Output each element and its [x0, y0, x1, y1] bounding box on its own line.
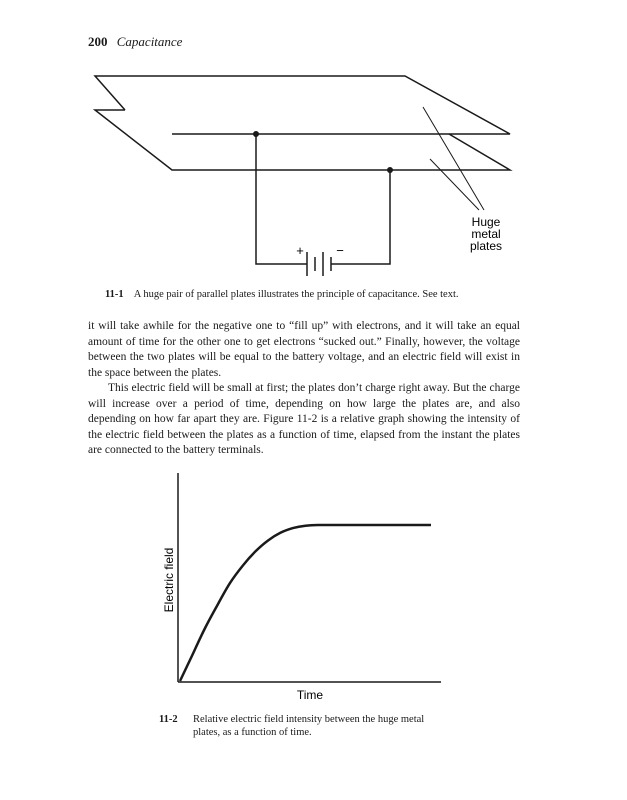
plates-label-line1: Huge [471, 215, 501, 229]
paragraph-1: it will take awhile for the negative one to “fill up” with electrons, and it will take an equal amount of time for the other one to get electrons “sucked out.” Finally, however, the voltage between the two plates will be equal to the battery voltage, and an electric field will exist in the space between the plates. [88, 320, 520, 379]
chapter-title: Capacitance [116, 34, 183, 49]
electric-field-chart [0, 465, 627, 705]
x-axis-label: Time [296, 688, 324, 702]
leader-line-bottom [430, 159, 479, 210]
running-header [88, 34, 182, 50]
y-axis-label: Electric field [162, 547, 176, 613]
battery-plus: + [296, 243, 304, 258]
figure-1-caption [105, 289, 459, 300]
top-plate-junction [253, 131, 259, 137]
plates-label-line3: plates [469, 239, 503, 253]
top-plate [95, 76, 510, 134]
figure-2-caption-text: Relative electric field intensity between the huge metal plates, as a function of time. [193, 714, 425, 738]
bottom-plate-junction [387, 167, 393, 173]
figure-1-caption-text: A huge pair of parallel plates illustrates the principle of capacitance. See text. [133, 289, 459, 300]
body-text [88, 319, 520, 459]
leader-line-top [423, 107, 484, 210]
figure-2-caption [159, 713, 449, 739]
bottom-plate [95, 110, 510, 170]
electric-field-curve [180, 525, 431, 681]
plates-label-line2: metal [471, 227, 501, 241]
figure-2-number: 11-2 [159, 714, 178, 725]
battery-minus: − [336, 243, 344, 258]
page-number: 200 [88, 34, 108, 49]
figure-1-number: 11-1 [105, 289, 124, 300]
paragraph-2: This electric field will be small at first; the plates don’t charge right away. But the charge will increase over a period of time, depending on how large the plates are, and also depending on how far apart they are. Figure 11-2 is a relative graph showing the intensity of the electric field between the plates as a function of time, elapsed from the instant the plates are connected to the battery terminals. [88, 382, 520, 456]
parallel-plates-figure [0, 60, 627, 285]
